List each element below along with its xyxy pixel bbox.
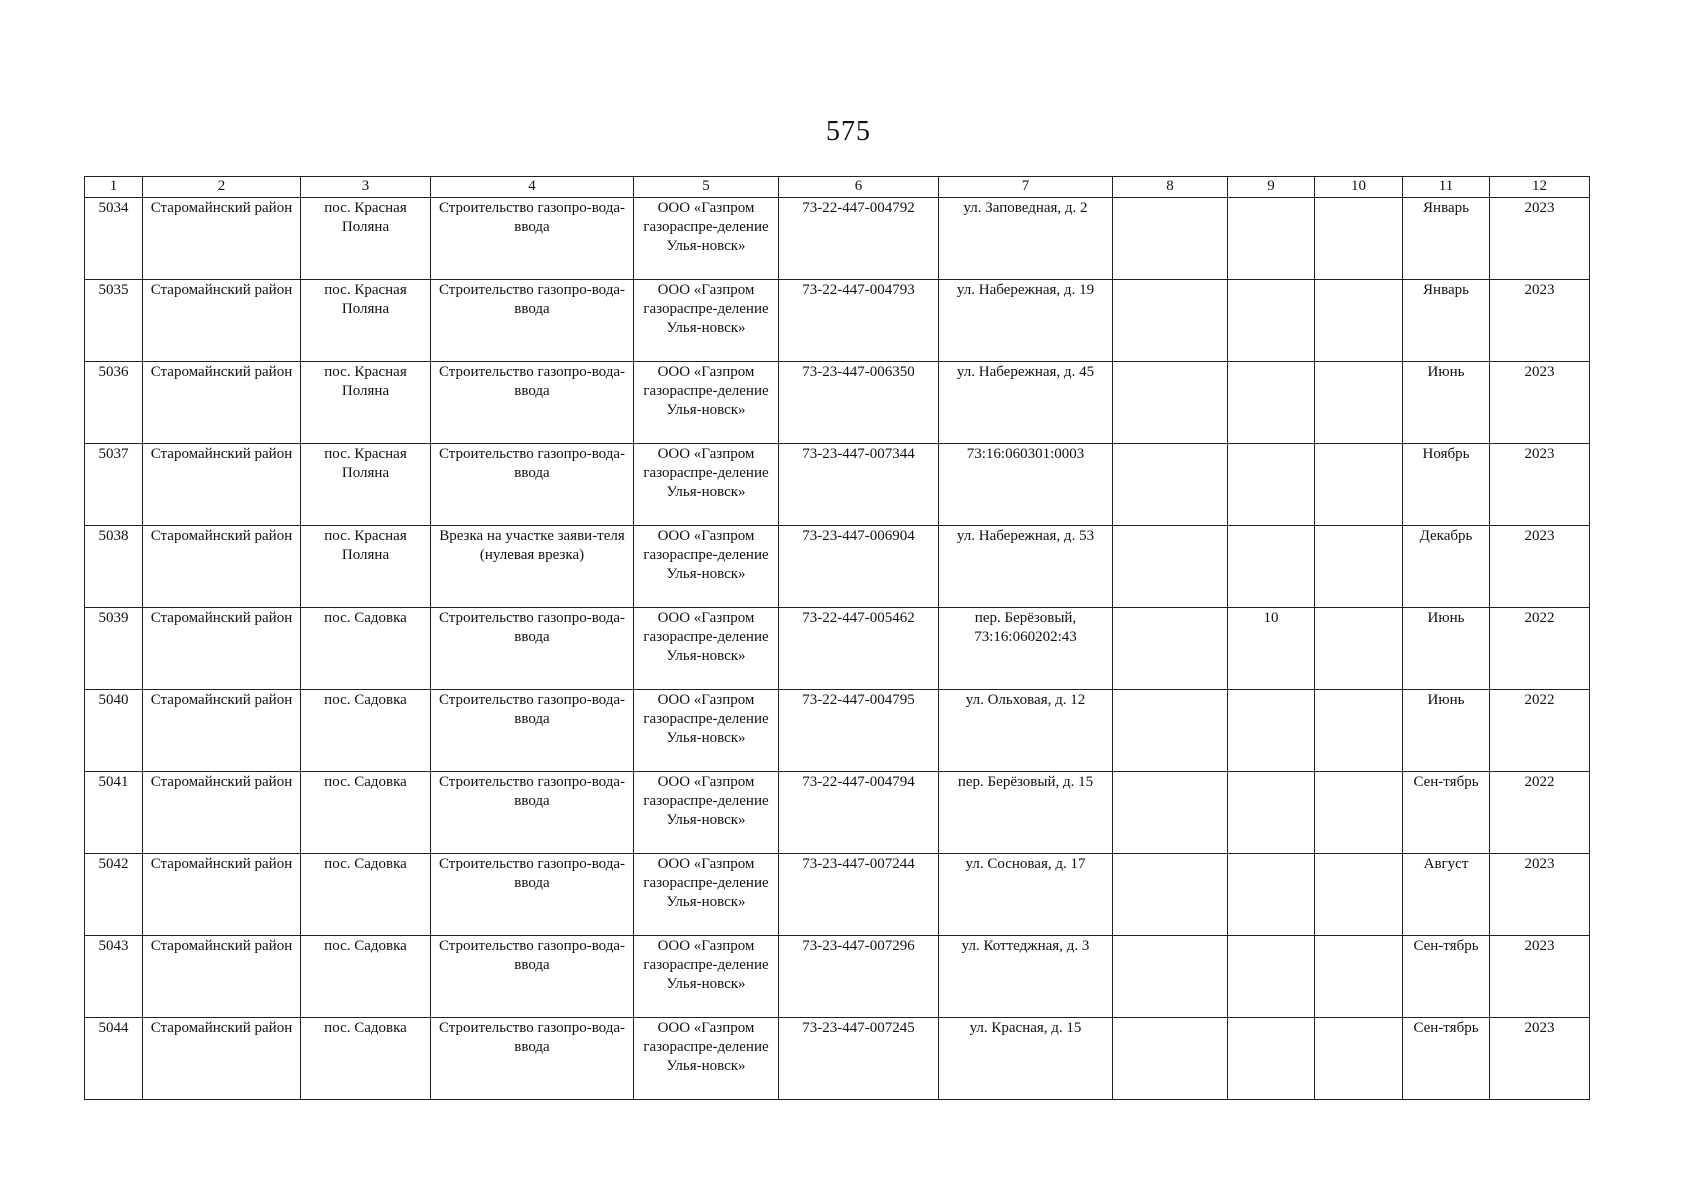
cell-text: 2022 [1524, 692, 1555, 708]
column-9-cell [1228, 854, 1315, 936]
month-cell [1403, 690, 1490, 772]
organization-cell [634, 608, 779, 690]
cell-text: 73-23-447-007245 [802, 1020, 915, 1036]
application-number-cell [779, 280, 939, 362]
cell-text: 2023 [1524, 364, 1555, 380]
row-number-cell [85, 936, 143, 1018]
address-cell [939, 280, 1113, 362]
cell-text: Сен-тябрь [1413, 938, 1479, 954]
cell-text: пос. Красная Поляна [324, 528, 407, 563]
column-number-7: 7 [939, 177, 1113, 198]
table-row [85, 772, 1590, 854]
month-cell [1403, 362, 1490, 444]
column-10-cell [1315, 854, 1403, 936]
column-10-cell [1315, 690, 1403, 772]
cell-text: Старомайнский район [150, 610, 293, 626]
cell-text: Июнь [1427, 692, 1465, 708]
work-type-cell [431, 1018, 634, 1100]
cell-text: 2023 [1524, 1020, 1555, 1036]
organization-cell [634, 690, 779, 772]
cell-text: ул. Набережная, д. 53 [956, 528, 1095, 544]
address-cell [939, 936, 1113, 1018]
work-type-cell [431, 362, 634, 444]
application-number-cell [779, 772, 939, 854]
cell-text: 5042 [98, 856, 129, 872]
cell-text: 10 [1263, 610, 1279, 626]
month-cell [1403, 936, 1490, 1018]
address-cell [939, 772, 1113, 854]
column-8-cell [1113, 1018, 1228, 1100]
district-cell [143, 444, 301, 526]
cell-text: Сен-тябрь [1413, 1020, 1479, 1036]
row-number-cell [85, 1018, 143, 1100]
cell-text: 73-23-447-007344 [802, 446, 915, 462]
application-number-cell [779, 936, 939, 1018]
cell-text: Старомайнский район [150, 282, 293, 298]
organization-cell [634, 198, 779, 280]
row-number-cell [85, 444, 143, 526]
cell-text: Сен-тябрь [1413, 774, 1479, 790]
application-number-cell [779, 444, 939, 526]
cell-text: ул. Коттеджная, д. 3 [961, 938, 1090, 954]
settlement-cell [301, 526, 431, 608]
settlement-cell [301, 362, 431, 444]
cell-text: ООО «Газпром газораспре-деление Улья-новск» [643, 282, 769, 336]
organization-cell [634, 854, 779, 936]
district-cell [143, 936, 301, 1018]
column-number-5: 5 [634, 177, 779, 198]
month-cell [1403, 1018, 1490, 1100]
cell-text: Строительство газопро-вода-ввода [438, 610, 626, 645]
column-number-3: 3 [301, 177, 431, 198]
row-number-cell [85, 690, 143, 772]
work-type-cell [431, 608, 634, 690]
cell-text: Строительство газопро-вода-ввода [438, 774, 626, 809]
year-cell [1490, 362, 1590, 444]
year-cell [1490, 854, 1590, 936]
cell-text: ООО «Газпром газораспре-деление Улья-новск» [643, 938, 769, 992]
address-cell [939, 1018, 1113, 1100]
table-row [85, 280, 1590, 362]
cell-text: 2023 [1524, 528, 1555, 544]
cell-text: Июнь [1427, 610, 1465, 626]
cell-text: пос. Красная Поляна [324, 364, 407, 399]
column-8-cell [1113, 526, 1228, 608]
year-cell [1490, 280, 1590, 362]
column-8-cell [1113, 198, 1228, 280]
cell-text: Строительство газопро-вода-ввода [438, 1020, 626, 1055]
table-row [85, 198, 1590, 280]
column-9-cell [1228, 608, 1315, 690]
application-number-cell [779, 526, 939, 608]
column-number-row [85, 177, 1590, 198]
cell-text: ул. Набережная, д. 19 [956, 282, 1095, 298]
year-cell [1490, 526, 1590, 608]
cell-text: Старомайнский район [150, 1020, 293, 1036]
settlement-cell [301, 280, 431, 362]
work-type-cell [431, 280, 634, 362]
year-cell [1490, 198, 1590, 280]
cell-text: Старомайнский район [150, 200, 293, 216]
cell-text: 73-23-447-006350 [802, 364, 915, 380]
organization-cell [634, 772, 779, 854]
column-number-4: 4 [431, 177, 634, 198]
register-table [84, 176, 1590, 1100]
application-number-cell [779, 1018, 939, 1100]
cell-text: ООО «Газпром газораспре-деление Улья-новск» [643, 610, 769, 664]
cell-text: ООО «Газпром газораспре-деление Улья-новск» [643, 1020, 769, 1074]
district-cell [143, 1018, 301, 1100]
cell-text: Январь [1423, 282, 1469, 298]
column-10-cell [1315, 772, 1403, 854]
cell-text: Старомайнский район [150, 692, 293, 708]
cell-text: ООО «Газпром газораспре-деление Улья-новск» [643, 528, 769, 582]
district-cell [143, 198, 301, 280]
column-8-cell [1113, 608, 1228, 690]
district-cell [143, 526, 301, 608]
cell-text: пос. Красная Поляна [324, 282, 407, 317]
cell-text: 2023 [1524, 938, 1555, 954]
settlement-cell [301, 444, 431, 526]
cell-text: 73-22-447-004795 [802, 692, 915, 708]
district-cell [143, 772, 301, 854]
cell-text: пер. Берёзовый, 73:16:060202:43 [974, 610, 1077, 645]
cell-text: 5040 [98, 692, 129, 708]
row-number-cell [85, 280, 143, 362]
settlement-cell [301, 854, 431, 936]
cell-text: пос. Садовка [324, 692, 407, 708]
settlement-cell [301, 690, 431, 772]
year-cell [1490, 936, 1590, 1018]
cell-text: Старомайнский район [150, 446, 293, 462]
cell-text: 73-23-447-006904 [802, 528, 915, 544]
column-9-cell [1228, 362, 1315, 444]
cell-text: ул. Красная, д. 15 [969, 1020, 1082, 1036]
address-cell [939, 198, 1113, 280]
cell-text: 73:16:060301:0003 [966, 446, 1085, 462]
month-cell [1403, 526, 1490, 608]
column-number-11: 11 [1403, 177, 1490, 198]
column-10-cell [1315, 526, 1403, 608]
column-9-cell [1228, 690, 1315, 772]
organization-cell [634, 936, 779, 1018]
row-number-cell [85, 198, 143, 280]
cell-text: ООО «Газпром газораспре-деление Улья-новск» [643, 446, 769, 500]
column-number-6: 6 [779, 177, 939, 198]
work-type-cell [431, 772, 634, 854]
table-row [85, 362, 1590, 444]
month-cell [1403, 854, 1490, 936]
district-cell [143, 608, 301, 690]
column-9-cell [1228, 772, 1315, 854]
table-row [85, 1018, 1590, 1100]
column-number-8: 8 [1113, 177, 1228, 198]
cell-text: Август [1423, 856, 1469, 872]
cell-text: 5043 [98, 938, 129, 954]
column-number-10: 10 [1315, 177, 1403, 198]
cell-text: пос. Красная Поляна [324, 200, 407, 235]
cell-text: 73-22-447-004793 [802, 282, 915, 298]
work-type-cell [431, 936, 634, 1018]
application-number-cell [779, 690, 939, 772]
table-row [85, 526, 1590, 608]
district-cell [143, 280, 301, 362]
cell-text: пос. Садовка [324, 856, 407, 872]
table-row [85, 444, 1590, 526]
cell-text: 2023 [1524, 200, 1555, 216]
column-8-cell [1113, 362, 1228, 444]
cell-text: Старомайнский район [150, 938, 293, 954]
settlement-cell [301, 1018, 431, 1100]
cell-text: Старомайнский район [150, 856, 293, 872]
column-10-cell [1315, 362, 1403, 444]
table-row [85, 608, 1590, 690]
cell-text: 5035 [98, 282, 129, 298]
column-8-cell [1113, 772, 1228, 854]
address-cell [939, 690, 1113, 772]
cell-text: 5041 [98, 774, 129, 790]
row-number-cell [85, 772, 143, 854]
cell-text: Строительство газопро-вода-ввода [438, 200, 626, 235]
table-row [85, 690, 1590, 772]
cell-text: Старомайнский район [150, 364, 293, 380]
cell-text: Врезка на участке заяви-теля (нулевая врезка) [439, 528, 625, 563]
row-number-cell [85, 526, 143, 608]
cell-text: пос. Садовка [324, 774, 407, 790]
cell-text: ООО «Газпром газораспре-деление Улья-новск» [643, 692, 769, 746]
organization-cell [634, 444, 779, 526]
cell-text: пос. Садовка [324, 1020, 407, 1036]
district-cell [143, 854, 301, 936]
column-9-cell [1228, 526, 1315, 608]
cell-text: Июнь [1427, 364, 1465, 380]
cell-text: 73-23-447-007244 [802, 856, 915, 872]
column-10-cell [1315, 444, 1403, 526]
column-8-cell [1113, 690, 1228, 772]
cell-text: ООО «Газпром газораспре-деление Улья-новск» [643, 856, 769, 910]
column-9-cell [1228, 280, 1315, 362]
cell-text: 5044 [98, 1020, 129, 1036]
cell-text: Строительство газопро-вода-ввода [438, 692, 626, 727]
column-9-cell [1228, 444, 1315, 526]
cell-text: пос. Красная Поляна [324, 446, 407, 481]
cell-text: пер. Берёзовый, д. 15 [957, 774, 1094, 790]
address-cell [939, 526, 1113, 608]
column-8-cell [1113, 444, 1228, 526]
column-10-cell [1315, 198, 1403, 280]
month-cell [1403, 444, 1490, 526]
address-cell [939, 362, 1113, 444]
settlement-cell [301, 936, 431, 1018]
cell-text: Старомайнский район [150, 774, 293, 790]
month-cell [1403, 198, 1490, 280]
year-cell [1490, 690, 1590, 772]
column-number-2: 2 [143, 177, 301, 198]
year-cell [1490, 608, 1590, 690]
cell-text: ул. Заповедная, д. 2 [963, 200, 1088, 216]
work-type-cell [431, 854, 634, 936]
column-8-cell [1113, 936, 1228, 1018]
cell-text: Строительство газопро-вода-ввода [438, 446, 626, 481]
cell-text: ООО «Газпром газораспре-деление Улья-новск» [643, 364, 769, 418]
cell-text: 2023 [1524, 446, 1555, 462]
column-number-1: 1 [85, 177, 143, 198]
column-8-cell [1113, 854, 1228, 936]
month-cell [1403, 280, 1490, 362]
organization-cell [634, 362, 779, 444]
work-type-cell [431, 444, 634, 526]
address-cell [939, 608, 1113, 690]
column-9-cell [1228, 198, 1315, 280]
application-number-cell [779, 198, 939, 280]
cell-text: 2022 [1524, 610, 1555, 626]
cell-text: 73-22-447-004794 [802, 774, 915, 790]
row-number-cell [85, 608, 143, 690]
cell-text: 73-22-447-004792 [802, 200, 915, 216]
cell-text: 73-22-447-005462 [802, 610, 915, 626]
cell-text: 2023 [1524, 856, 1555, 872]
cell-text: 2023 [1524, 282, 1555, 298]
column-9-cell [1228, 936, 1315, 1018]
column-number-9: 9 [1228, 177, 1315, 198]
cell-text: Декабрь [1419, 528, 1473, 544]
cell-text: Строительство газопро-вода-ввода [438, 856, 626, 891]
application-number-cell [779, 608, 939, 690]
row-number-cell [85, 854, 143, 936]
cell-text: Старомайнский район [150, 528, 293, 544]
address-cell [939, 444, 1113, 526]
cell-text: ООО «Газпром газораспре-деление Улья-новск» [643, 200, 769, 254]
column-10-cell [1315, 1018, 1403, 1100]
cell-text: пос. Садовка [324, 938, 407, 954]
cell-text: пос. Садовка [324, 610, 407, 626]
cell-text: 5037 [98, 446, 129, 462]
cell-text: 73-23-447-007296 [802, 938, 915, 954]
table-body [85, 198, 1590, 1100]
organization-cell [634, 280, 779, 362]
work-type-cell [431, 198, 634, 280]
cell-text: 2022 [1524, 774, 1555, 790]
work-type-cell [431, 690, 634, 772]
column-number-12: 12 [1490, 177, 1590, 198]
cell-text: ул. Набережная, д. 45 [956, 364, 1095, 380]
cell-text: Строительство газопро-вода-ввода [438, 282, 626, 317]
month-cell [1403, 772, 1490, 854]
column-8-cell [1113, 280, 1228, 362]
settlement-cell [301, 608, 431, 690]
year-cell [1490, 772, 1590, 854]
cell-text: Ноябрь [1422, 446, 1470, 462]
cell-text: 5039 [98, 610, 129, 626]
cell-text: Январь [1423, 200, 1469, 216]
table-row [85, 854, 1590, 936]
column-10-cell [1315, 936, 1403, 1018]
cell-text: ул. Ольховая, д. 12 [965, 692, 1086, 708]
year-cell [1490, 1018, 1590, 1100]
cell-text: ул. Сосновая, д. 17 [965, 856, 1086, 872]
table-row [85, 936, 1590, 1018]
cell-text: ООО «Газпром газораспре-деление Улья-новск» [643, 774, 769, 828]
address-cell [939, 854, 1113, 936]
page-number: 575 [826, 116, 871, 147]
month-cell [1403, 608, 1490, 690]
organization-cell [634, 526, 779, 608]
district-cell [143, 362, 301, 444]
settlement-cell [301, 772, 431, 854]
column-10-cell [1315, 608, 1403, 690]
work-type-cell [431, 526, 634, 608]
year-cell [1490, 444, 1590, 526]
application-number-cell [779, 854, 939, 936]
column-9-cell [1228, 1018, 1315, 1100]
column-10-cell [1315, 280, 1403, 362]
district-cell [143, 690, 301, 772]
cell-text: Строительство газопро-вода-ввода [438, 938, 626, 973]
cell-text: 5034 [98, 200, 129, 216]
cell-text: 5038 [98, 528, 129, 544]
cell-text: Строительство газопро-вода-ввода [438, 364, 626, 399]
organization-cell [634, 1018, 779, 1100]
row-number-cell [85, 362, 143, 444]
settlement-cell [301, 198, 431, 280]
cell-text: 5036 [98, 364, 129, 380]
application-number-cell [779, 362, 939, 444]
